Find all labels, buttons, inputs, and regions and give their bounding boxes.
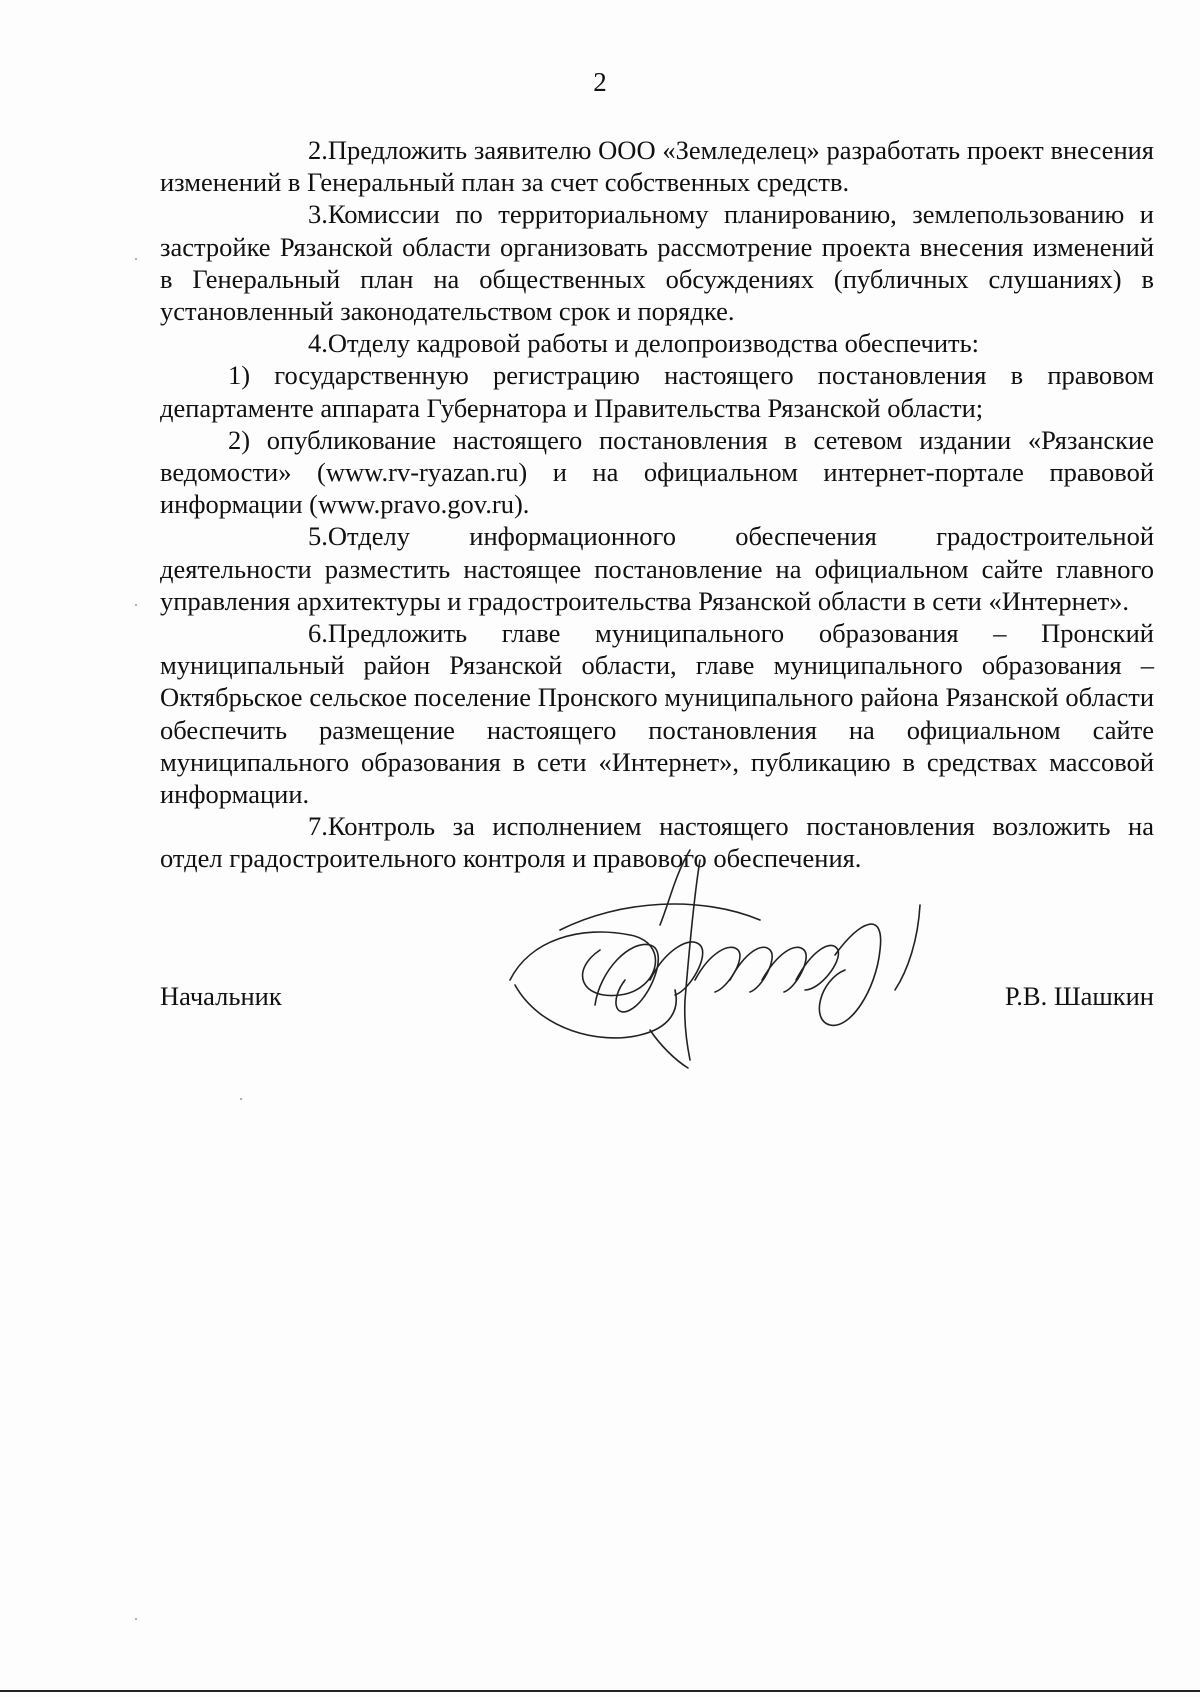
paragraph-text: Предложить заявителю ООО «Земледелец» разработать проект внесения изменений в Генеральный план за счет собственных средств. (160, 135, 1154, 198)
paragraph-text: Отделу информационного обеспечения градостроительной деятельности разместить настоящее постановление на официальном сайте главного управления архитектуры и градостроительства Рязанской области в сети «Интернет». (160, 521, 1154, 616)
scan-artifact (135, 1618, 137, 1620)
document-body (160, 134, 1154, 875)
signatory-name: Р.В. Шашкин (1004, 981, 1154, 1011)
handwritten-signature (500, 830, 940, 1090)
paragraph-number: 7. (308, 811, 328, 842)
paragraph-item-5 (160, 520, 1154, 617)
scan-artifact (135, 604, 137, 606)
paragraph-number: 4. (308, 328, 328, 359)
page-number: 2 (593, 67, 607, 97)
paragraph-item-4 (160, 327, 1154, 359)
scan-artifact (135, 258, 137, 260)
paragraph-item-3 (160, 198, 1154, 327)
paragraph-number: 5. (308, 521, 328, 552)
paragraph-text: Отделу кадровой работы и делопроизводства обеспечить: (327, 328, 980, 359)
paragraph-number: 6. (308, 618, 328, 649)
paragraph-text: 2) опубликование настоящего постановления в сетевом издании «Рязанские ведомости» (www.rv-ryazan.ru) и на официальном интернет-портале правовой информации (www.pravo.gov.ru). (160, 424, 1154, 520)
paragraph-item-6 (160, 617, 1154, 810)
paragraph-number: 2. (308, 135, 328, 165)
paragraph-text: Контроль за исполнением настоящего постановления возложить на отдел градостроительного контроля и правового обеспечения. (160, 811, 1154, 874)
paragraph-number: 3. (308, 199, 328, 230)
paragraph-text: Предложить главе муниципального образования – Пронский муниципальный район Рязанской области, главе муниципального образования – Октябрьское сельское поселение Пронского муниципального района Рязанской области обеспечить размещение настоящего постановления на официальном сайте муниципального образования в сети «Интернет», публикацию в средствах массовой информации. (160, 618, 1154, 810)
paragraph-subitem-2 (160, 424, 1154, 521)
paragraph-text: Комиссии по территориальному планированию, землепользованию и застройке Рязанской области организовать рассмотрение проекта внесения изменений в Генеральный план на общественных обсуждениях (публичных слушаниях) в установленный законодательством срок и порядке. (160, 199, 1154, 327)
scan-artifact (240, 1098, 242, 1100)
scan-bottom-edge (0, 1690, 1200, 1692)
paragraph-subitem-1 (160, 359, 1154, 423)
paragraph-item-2 (160, 134, 1154, 198)
signatory-position: Начальник (160, 981, 282, 1011)
signature-block (160, 980, 1154, 1020)
paragraph-text: 1) государственную регистрацию настоящего постановления в правовом департаменте аппарата Губернатора и Правительства Рязанской области; (160, 360, 1154, 423)
